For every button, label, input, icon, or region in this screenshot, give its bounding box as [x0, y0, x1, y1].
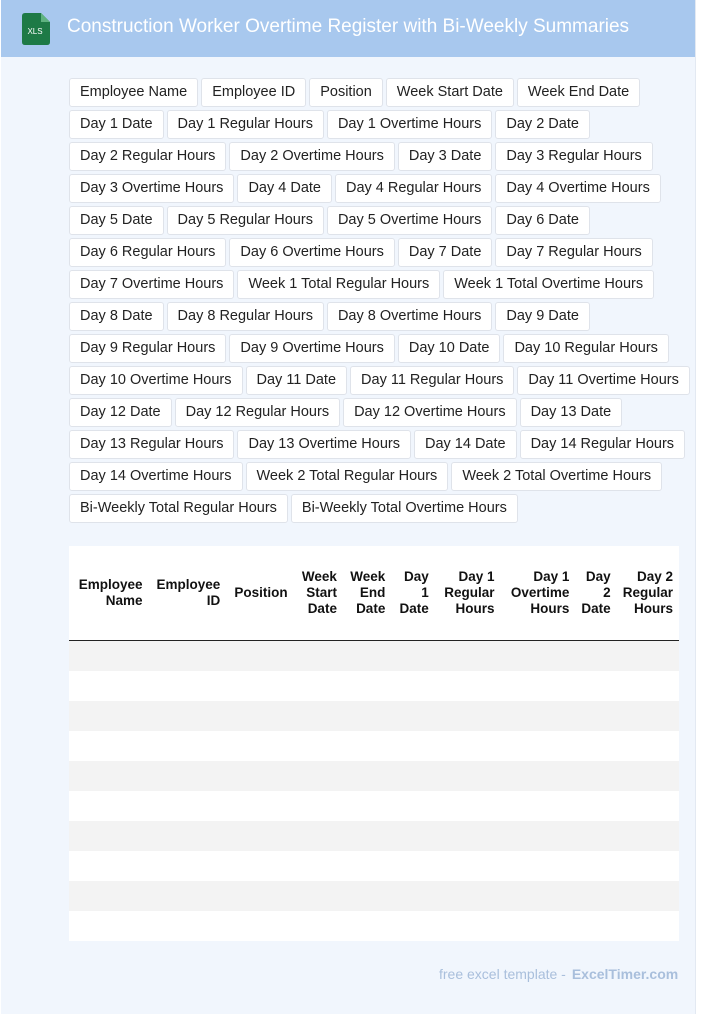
table-cell[interactable]: [294, 671, 343, 701]
data-table: [69, 546, 679, 941]
table-cell[interactable]: [501, 761, 576, 791]
header-bar: [1, 0, 695, 57]
table-row: [69, 911, 679, 941]
table-cell[interactable]: [617, 761, 679, 791]
field-chip: Day 7 Overtime Hours: [69, 270, 234, 299]
table-cell[interactable]: [226, 701, 293, 731]
table-cell[interactable]: [69, 731, 149, 761]
field-chip: Day 10 Overtime Hours: [69, 366, 243, 395]
table-cell[interactable]: [617, 731, 679, 761]
table-cell[interactable]: [343, 640, 391, 671]
field-chip: Day 6 Regular Hours: [69, 238, 226, 267]
field-list: [69, 78, 699, 523]
field-chip: Day 10 Regular Hours: [503, 334, 668, 363]
table-cell[interactable]: [294, 761, 343, 791]
field-chip: Week 2 Total Overtime Hours: [451, 462, 662, 491]
table-cell[interactable]: [501, 640, 576, 671]
page-title: Construction Worker Overtime Register with Bi-Weekly Summaries: [67, 16, 630, 37]
table-cell[interactable]: [435, 911, 501, 941]
table-cell[interactable]: [575, 791, 616, 821]
table-cell[interactable]: [391, 640, 434, 671]
table-row: [69, 881, 679, 911]
footer-text: free excel template -: [439, 966, 566, 982]
table-cell[interactable]: [226, 640, 293, 671]
column-header: Day 1 Regular Hours: [435, 546, 501, 640]
table-row: [69, 851, 679, 881]
table-cell[interactable]: [149, 881, 227, 911]
table-cell[interactable]: [617, 791, 679, 821]
table-cell[interactable]: [501, 821, 576, 851]
table-cell[interactable]: [294, 791, 343, 821]
table-cell[interactable]: [149, 821, 227, 851]
table-row: [69, 640, 679, 671]
table-cell[interactable]: [69, 881, 149, 911]
field-chip: Day 9 Overtime Hours: [229, 334, 394, 363]
table-cell[interactable]: [501, 701, 576, 731]
field-chip: Day 11 Date: [246, 366, 348, 395]
table-cell[interactable]: [294, 731, 343, 761]
column-header: Day 1 Date: [391, 546, 434, 640]
field-chip: Bi-Weekly Total Regular Hours: [69, 494, 288, 523]
page-frame: [1, 0, 696, 1014]
excel-file-icon: [22, 13, 50, 45]
field-chip: Week 1 Total Overtime Hours: [443, 270, 654, 299]
table-cell[interactable]: [617, 701, 679, 731]
table-cell[interactable]: [226, 791, 293, 821]
table-cell[interactable]: [575, 761, 616, 791]
table-cell[interactable]: [435, 640, 501, 671]
table-cell[interactable]: [69, 671, 149, 701]
table-cell[interactable]: [226, 881, 293, 911]
table-cell[interactable]: [575, 731, 616, 761]
table-cell[interactable]: [391, 671, 434, 701]
column-header: Week End Date: [343, 546, 391, 640]
table-cell[interactable]: [575, 881, 616, 911]
field-chip: Day 12 Overtime Hours: [343, 398, 517, 427]
table-cell[interactable]: [391, 821, 434, 851]
table-cell[interactable]: [435, 821, 501, 851]
table-cell[interactable]: [617, 851, 679, 881]
field-chip: Day 9 Date: [495, 302, 590, 331]
field-chip: Day 13 Regular Hours: [69, 430, 234, 459]
table-cell[interactable]: [149, 761, 227, 791]
field-chip: Day 5 Regular Hours: [167, 206, 324, 235]
table-cell[interactable]: [69, 791, 149, 821]
table-cell[interactable]: [149, 701, 227, 731]
table-cell[interactable]: [149, 911, 227, 941]
table-row: [69, 791, 679, 821]
table-cell[interactable]: [391, 731, 434, 761]
field-chip: Day 8 Date: [69, 302, 164, 331]
table-row: [69, 701, 679, 731]
table-cell[interactable]: [69, 911, 149, 941]
table-cell[interactable]: [69, 640, 149, 671]
table-cell[interactable]: [226, 821, 293, 851]
column-header: Position: [226, 546, 293, 640]
column-header: Employee Name: [69, 546, 149, 640]
field-chip: Day 3 Overtime Hours: [69, 174, 234, 203]
table-cell[interactable]: [294, 701, 343, 731]
field-chip: Day 12 Regular Hours: [175, 398, 340, 427]
field-chip: Employee ID: [201, 78, 306, 107]
field-chip: Day 10 Date: [398, 334, 501, 363]
field-chip: Day 7 Regular Hours: [495, 238, 652, 267]
field-chip: Day 14 Regular Hours: [520, 430, 685, 459]
field-chip: Week 1 Total Regular Hours: [237, 270, 440, 299]
table-cell[interactable]: [435, 791, 501, 821]
field-chip: Day 14 Date: [414, 430, 517, 459]
field-chip: Bi-Weekly Total Overtime Hours: [291, 494, 518, 523]
table-cell[interactable]: [617, 640, 679, 671]
column-header: Week Start Date: [294, 546, 343, 640]
table-cell[interactable]: [391, 911, 434, 941]
field-chip: Week Start Date: [386, 78, 514, 107]
table-cell[interactable]: [149, 851, 227, 881]
table-cell[interactable]: [575, 640, 616, 671]
table-cell[interactable]: [501, 731, 576, 761]
table-cell[interactable]: [501, 851, 576, 881]
table-cell[interactable]: [435, 881, 501, 911]
field-chip: Day 3 Regular Hours: [495, 142, 652, 171]
field-chip: Day 11 Regular Hours: [350, 366, 514, 395]
table-header-row: [69, 546, 679, 640]
field-chip: Day 2 Regular Hours: [69, 142, 226, 171]
table-cell[interactable]: [149, 791, 227, 821]
table-cell[interactable]: [343, 791, 391, 821]
table-cell[interactable]: [435, 731, 501, 761]
table-cell[interactable]: [149, 731, 227, 761]
field-chip: Day 6 Overtime Hours: [229, 238, 394, 267]
field-chip: Day 1 Regular Hours: [167, 110, 324, 139]
table-cell[interactable]: [294, 911, 343, 941]
table-cell[interactable]: [617, 671, 679, 701]
field-chip: Day 13 Date: [520, 398, 623, 427]
table-cell[interactable]: [149, 671, 227, 701]
table-cell[interactable]: [343, 821, 391, 851]
table-cell[interactable]: [226, 671, 293, 701]
footer: [439, 966, 678, 982]
column-header: Employee ID: [149, 546, 227, 640]
field-chip: Day 8 Overtime Hours: [327, 302, 492, 331]
column-header: Day 1 Overtime Hours: [501, 546, 576, 640]
table-cell[interactable]: [226, 851, 293, 881]
table-row: [69, 731, 679, 761]
table-cell[interactable]: [226, 761, 293, 791]
table-cell[interactable]: [575, 851, 616, 881]
field-chip: Day 4 Overtime Hours: [495, 174, 660, 203]
table-cell[interactable]: [343, 851, 391, 881]
field-chip: Day 5 Date: [69, 206, 164, 235]
field-chip: Day 11 Overtime Hours: [517, 366, 689, 395]
table-cell[interactable]: [501, 671, 576, 701]
table-cell[interactable]: [391, 701, 434, 731]
footer-brand-link[interactable]: ExcelTimer.com: [571, 966, 679, 982]
table-cell[interactable]: [294, 851, 343, 881]
table-cell[interactable]: [575, 911, 616, 941]
field-chip: Day 13 Overtime Hours: [237, 430, 411, 459]
table-cell[interactable]: [294, 881, 343, 911]
field-chip: Day 8 Regular Hours: [167, 302, 324, 331]
field-chip: Employee Name: [69, 78, 198, 107]
table-cell[interactable]: [501, 791, 576, 821]
table-cell[interactable]: [69, 851, 149, 881]
field-chip: Position: [309, 78, 383, 107]
table-row: [69, 761, 679, 791]
field-chip: Day 9 Regular Hours: [69, 334, 226, 363]
table-cell[interactable]: [343, 671, 391, 701]
table-cell[interactable]: [435, 851, 501, 881]
field-chip: Day 3 Date: [398, 142, 493, 171]
table-cell[interactable]: [69, 701, 149, 731]
table-cell[interactable]: [343, 881, 391, 911]
field-chip: Week 2 Total Regular Hours: [246, 462, 449, 491]
table-cell[interactable]: [617, 911, 679, 941]
table-cell[interactable]: [343, 911, 391, 941]
table-row: [69, 821, 679, 851]
table-cell[interactable]: [294, 640, 343, 671]
table-cell[interactable]: [294, 821, 343, 851]
table-cell[interactable]: [391, 851, 434, 881]
table-cell[interactable]: [435, 701, 501, 731]
table-cell[interactable]: [575, 821, 616, 851]
table-cell[interactable]: [575, 671, 616, 701]
table-cell[interactable]: [391, 791, 434, 821]
field-chip: Day 4 Date: [237, 174, 332, 203]
table-cell[interactable]: [501, 911, 576, 941]
table-cell[interactable]: [501, 881, 576, 911]
field-chip: Day 1 Overtime Hours: [327, 110, 492, 139]
field-chip: Day 4 Regular Hours: [335, 174, 492, 203]
table-row: [69, 671, 679, 701]
field-chip: Day 2 Overtime Hours: [229, 142, 394, 171]
xls-icon-label: XLS: [27, 27, 43, 36]
field-chip: Day 14 Overtime Hours: [69, 462, 243, 491]
table-cell[interactable]: [343, 761, 391, 791]
field-chip: Day 6 Date: [495, 206, 590, 235]
field-chip: Day 2 Date: [495, 110, 590, 139]
column-header: Day 2 Date: [575, 546, 616, 640]
table-cell[interactable]: [149, 640, 227, 671]
field-chip: Day 1 Date: [69, 110, 164, 139]
table-cell[interactable]: [343, 701, 391, 731]
table-cell[interactable]: [343, 731, 391, 761]
table-cell[interactable]: [226, 731, 293, 761]
field-chip: Day 5 Overtime Hours: [327, 206, 492, 235]
table-cell[interactable]: [617, 881, 679, 911]
field-chip: Week End Date: [517, 78, 640, 107]
field-chip: Day 12 Date: [69, 398, 172, 427]
table-cell[interactable]: [69, 821, 149, 851]
column-header: Day 2 Regular Hours: [617, 546, 679, 640]
table-cell[interactable]: [391, 881, 434, 911]
table-cell[interactable]: [226, 911, 293, 941]
table-cell[interactable]: [575, 701, 616, 731]
table-cell[interactable]: [435, 671, 501, 701]
table-cell[interactable]: [69, 761, 149, 791]
field-chip: Day 7 Date: [398, 238, 493, 267]
table-cell[interactable]: [391, 761, 434, 791]
table-cell[interactable]: [435, 761, 501, 791]
table-cell[interactable]: [617, 821, 679, 851]
